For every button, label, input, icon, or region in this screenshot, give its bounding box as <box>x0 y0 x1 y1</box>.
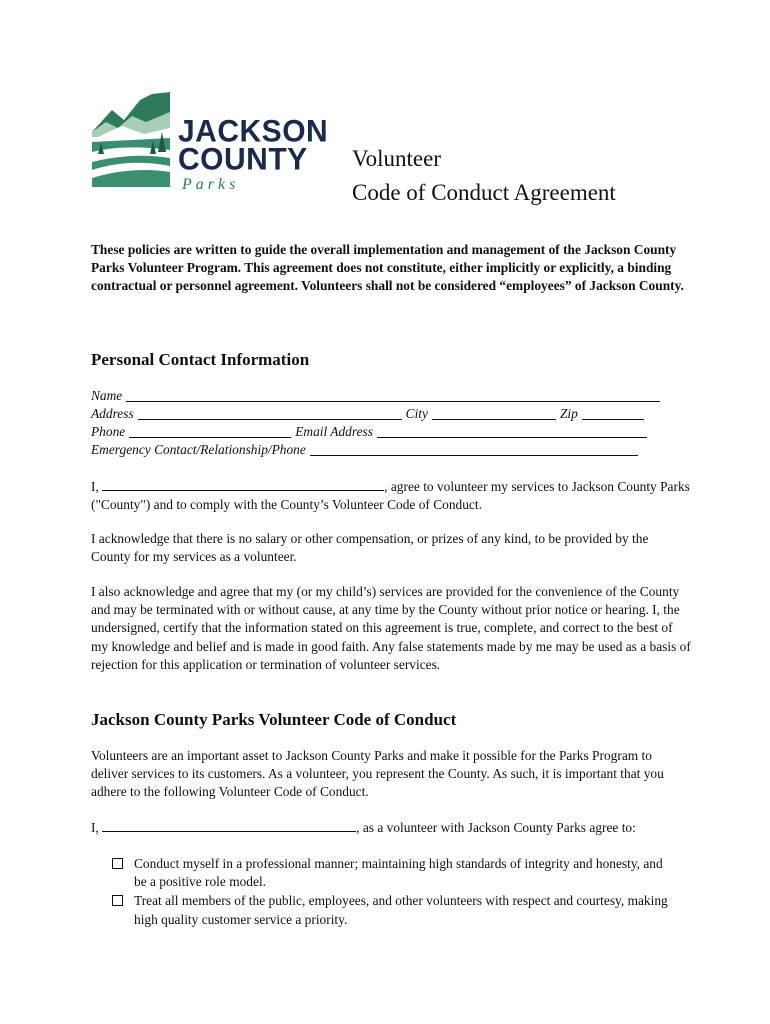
name-label: Name <box>91 388 123 403</box>
agreement-paragraph-3: I also acknowledge and agree that my (or my child’s) services are provided for the convenience of the County and may be terminated with or without cause, at any time by the County without prior notice or hearing. I, the undersigned, certify that the information stated on this agreement is true, complete, and correct to the best of my knowledge and belief and is made in good faith. Any false statements made by me may be used as a basis of rejection for this application or termination of volunteer services. <box>91 584 691 672</box>
emergency-label: Emergency Contact/Relationship/Phone <box>91 442 306 457</box>
address-field[interactable] <box>138 407 402 420</box>
agreement-text: , agree to volunteer my services to Jackson County Parks ("County") and to comply with the County’s Volunteer Code of Conduct. <box>91 479 690 513</box>
zip-field[interactable] <box>582 407 644 420</box>
checkbox-icon[interactable] <box>112 895 123 906</box>
city-field[interactable] <box>432 407 556 420</box>
email-field[interactable] <box>377 425 647 438</box>
title-line-2: Code of Conduct Agreement <box>352 180 616 205</box>
emergency-row <box>91 441 681 459</box>
volunteer-name-field[interactable] <box>102 478 384 491</box>
intro-policy-text: These policies are written to guide the overall implementation and management of the Jackson County Parks Volunteer Program. This agreement does not constitute, either implicitly or explicitly, a binding contractual or personnel agreement. Volunteers shall not be considered “employees” of Jackson County. <box>91 242 684 294</box>
agreement-paragraph-1 <box>91 478 691 514</box>
code-intro-paragraph: Volunteers are an important asset to Jackson County Parks and make it possible for the Parks Program to deliver services to its customers. As a volunteer, you represent the County. As such, it is important that you adhere to the following Volunteer Code of Conduct. <box>91 748 664 800</box>
document-title <box>352 142 616 210</box>
phone-label: Phone <box>91 424 126 439</box>
city-label: City <box>405 406 428 421</box>
agreement-prefix: I, <box>91 479 99 494</box>
logo-text-parks: Parks <box>182 176 240 193</box>
checklist-item-text: Conduct myself in a professional manner; maintaining high standards of integrity and honesty, and be a positive role model. <box>134 856 663 890</box>
code-checklist <box>112 855 672 930</box>
checklist-item <box>112 892 672 928</box>
address-label: Address <box>91 406 134 421</box>
jackson-county-parks-logo <box>92 92 329 193</box>
section-heading-contact: Personal Contact Information <box>91 350 310 369</box>
code-agree-line <box>91 819 691 837</box>
title-line-1: Volunteer <box>352 146 442 171</box>
checklist-item-text: Treat all members of the public, employees, and other volunteers with respect and courtesy, making high quality customer service a priority. <box>134 893 668 927</box>
logo-text-county: COUNTY <box>178 142 308 177</box>
checklist-item <box>112 855 672 891</box>
emergency-contact-field[interactable] <box>310 443 638 456</box>
mountain-river-logo-icon <box>92 92 170 187</box>
logo-text-jackson: JACKSON <box>178 114 329 149</box>
phone-row <box>91 423 681 441</box>
email-label: Email Address <box>295 424 373 439</box>
code-agree-text: , as a volunteer with Jackson County Parks agree to: <box>356 820 636 835</box>
address-row <box>91 405 681 423</box>
section-heading-code-of-conduct: Jackson County Parks Volunteer Code of Conduct <box>91 710 457 729</box>
checkbox-icon[interactable] <box>112 858 123 869</box>
agreement-paragraph-2: I acknowledge that there is no salary or other compensation, or prizes of any kind, to be provided by the County for my services as a volunteer. <box>91 531 649 565</box>
code-agree-prefix: I, <box>91 820 99 835</box>
name-field[interactable] <box>126 389 660 402</box>
code-volunteer-name-field[interactable] <box>102 819 356 832</box>
name-row <box>91 387 681 405</box>
phone-field[interactable] <box>129 425 291 438</box>
zip-label: Zip <box>559 406 578 421</box>
contact-fields <box>91 387 681 459</box>
